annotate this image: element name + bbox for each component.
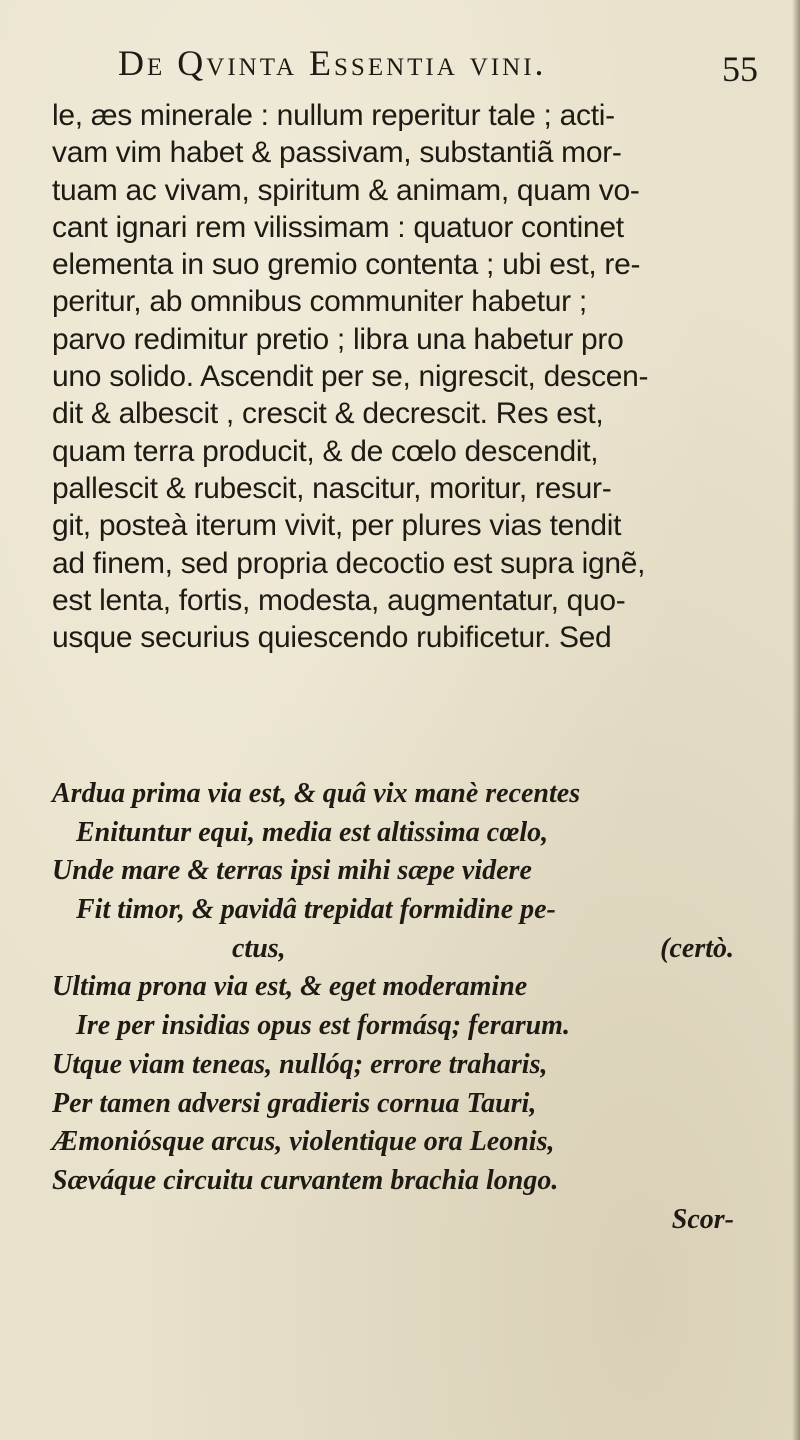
verse-line: Fit timor, & pavidâ trepidat formidine pe- [76, 894, 556, 926]
verse-turnover: (certò. [660, 932, 734, 964]
page-header [118, 42, 758, 92]
verse-line: Unde mare & terras ipsi mihi sæpe videre [52, 855, 532, 887]
verse-line: Ultima prona via est, & eget moderamine [52, 971, 528, 1003]
page-number: 55 [722, 49, 758, 89]
verse-line: Utque viam teneas, nullóq; errore traharis, [52, 1048, 548, 1080]
prose-line: usque securius quiescendo rubificetur. Sed [52, 621, 612, 655]
prose-line: parvo redimitur pretio ; libra una habetur pro [52, 322, 624, 356]
verse-line: Per tamen adversi gradieris cornua Tauri, [52, 1087, 537, 1119]
prose-line: dit & albescit , crescit & decrescit. Res est, [52, 397, 604, 431]
prose-line: ad finem, sed propria decoctio est supra ignẽ, [52, 546, 646, 580]
verse-line: Ire per insidias opus est formásq; ferarum. [76, 1010, 570, 1042]
prose-line: est lenta, fortis, modesta, augmentatur, quo- [52, 583, 626, 617]
verse-block [52, 775, 752, 1239]
verse-line: Enituntur equi, media est altissima cœlo, [76, 816, 549, 848]
prose-line: tuam ac vivam, spiritum & animam, quam vo- [52, 173, 640, 207]
catchword: Scor- [671, 1203, 734, 1235]
verse-line: Æmoniósque arcus, violentique ora Leonis, [52, 1126, 555, 1158]
prose-line: pallescit & rubescit, nascitur, moritur, resur- [52, 471, 612, 505]
page-edge-shadow [792, 0, 800, 1440]
prose-line: git, posteà iterum vivit, per plures vias tendit [52, 509, 622, 543]
prose-line: uno solido. Ascendit per se, nigrescit, descen- [52, 360, 649, 394]
prose-line: quam terra producit, & de cœlo descendit, [52, 434, 599, 468]
prose-line: cant ignari rem vilissimam : quatuor continet [52, 210, 624, 244]
verse-line: Sæváque circuitu curvantem brachia longo. [52, 1164, 559, 1196]
running-head: De Qvinta Essentia vini. [118, 43, 547, 83]
prose-line: vam vim habet & passivam, substantiã mor- [52, 136, 622, 170]
verse-continuation: ctus, [232, 932, 286, 964]
verse-line: Ardua prima via est, & quâ vix manè recentes [52, 778, 581, 809]
prose-block [52, 97, 752, 656]
prose-line: le, æs minerale : nullum reperitur tale ; acti- [52, 99, 615, 132]
prose-line: elementa in suo gremio contenta ; ubi est, re- [52, 248, 641, 282]
prose-line: peritur, ab omnibus communiter habetur ; [52, 285, 587, 319]
verse-line-split [52, 930, 752, 969]
